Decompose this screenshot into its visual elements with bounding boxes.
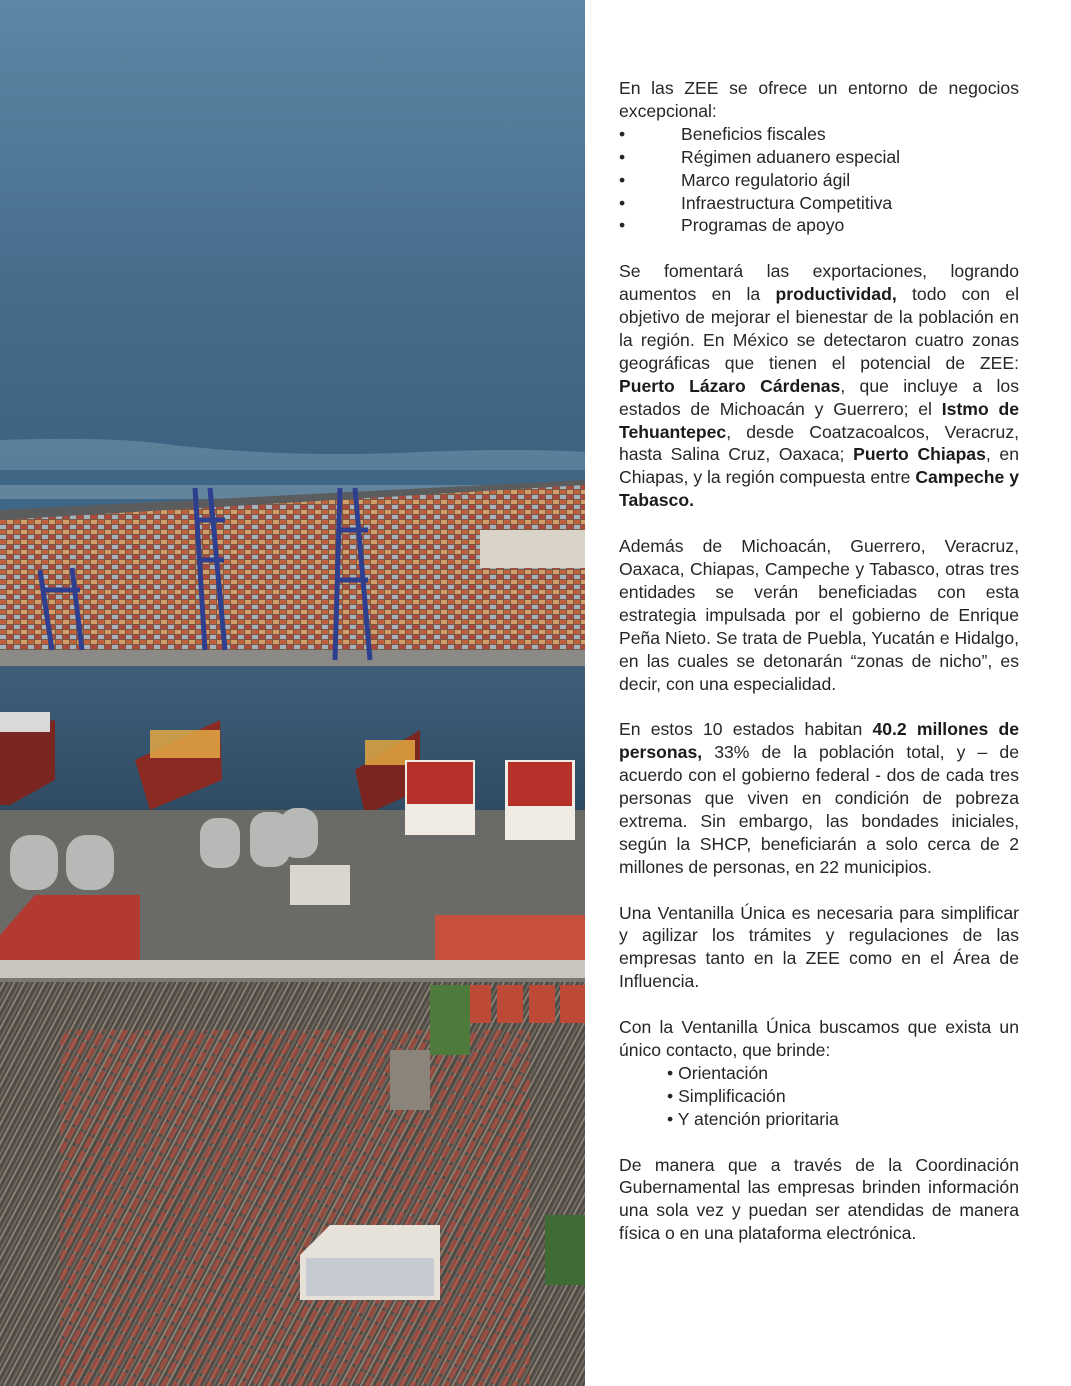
text-run: , desde Coatzacoalcos, Veracruz, hasta Salina Cruz, Oaxaca; <box>619 421 1019 465</box>
list-item: • Simplificación <box>667 1085 1019 1108</box>
list-item: • Marco regulatorio ágil <box>619 169 1019 192</box>
ventanilla-paragraph: Una Ventanilla Única es necesaria para simplificar y agilizar los trámites y regulaciones de las empresas tanto en la ZEE como en el Área de Influencia. <box>619 902 1019 992</box>
bold-run: 40.2 millones de personas, <box>619 719 1019 763</box>
text-run: Se fomentará las exportaciones, logrando aumentos en la <box>619 261 1019 305</box>
bold-run: Puerto Lázaro Cárdenas <box>619 375 841 396</box>
coordination-paragraph: De manera que a través de la Coordinación Gubernamental las empresas brinden información una sola vez y puedan ser atendidas de manera física o en una plataforma electrónica. <box>619 1154 1019 1244</box>
benefits-list <box>619 123 1019 238</box>
exports-paragraph <box>619 260 1019 512</box>
list-item: • Orientación <box>667 1062 1019 1085</box>
list-item: • Régimen aduanero especial <box>619 146 1019 169</box>
list-item: • Infraestructura Competitiva <box>619 192 1019 215</box>
list-item: • Beneficios fiscales <box>619 123 1019 146</box>
text-run: , en Chiapas, y la región compuesta entre <box>619 444 1019 488</box>
text-run: , que incluye a los estados de Michoacán y Guerrero; el <box>619 375 1019 419</box>
contact-paragraph: Con la Ventanilla Única buscamos que exista un único contacto, que brinde: <box>619 1017 1019 1060</box>
text-run: En estos 10 estados habitan <box>619 719 873 740</box>
bold-run: Campeche y Tabasco. <box>619 467 1020 511</box>
bold-run: productividad, <box>775 284 897 305</box>
services-list <box>619 1062 1019 1131</box>
text-run: todo con el objetivo de mejorar el bienestar de la población en la región. En México se detectaron cuatro zonas geográficas que tienen el potencial de ZEE: <box>619 284 1019 373</box>
population-paragraph <box>619 718 1019 878</box>
text-run: 33% de la población total, y – de acuerdo con el gobierno federal - dos de cada tres personas que viven en condición de pobreza extrema. Sin embargo, las bondades iniciales, según la SHCP, beneficiarán a solo cerca de 2 millones de personas, en 22 municipios. <box>619 742 1019 877</box>
bold-run: Istmo de Tehuantepec <box>619 398 1020 442</box>
bold-run: Puerto Chiapas <box>853 444 986 465</box>
article-text-column <box>619 77 1019 1245</box>
list-item: • Programas de apoyo <box>619 214 1019 237</box>
list-item: • Y atención prioritaria <box>667 1108 1019 1131</box>
entities-paragraph: Además de Michoacán, Guerrero, Veracruz, Oaxaca, Chiapas, Campeche y Tabasco, otras tres entidades se verán beneficiadas con esta estrategia impulsada por el gobierno de Enrique Peña Nieto. Se trata de Puebla, Yucatán e Hidalgo, en las cuales se detonarán “zonas de nicho”, es decir, con una especialidad. <box>619 536 1019 694</box>
intro-paragraph: En las ZEE se ofrece un entorno de negocios excepcional: <box>619 78 1019 121</box>
